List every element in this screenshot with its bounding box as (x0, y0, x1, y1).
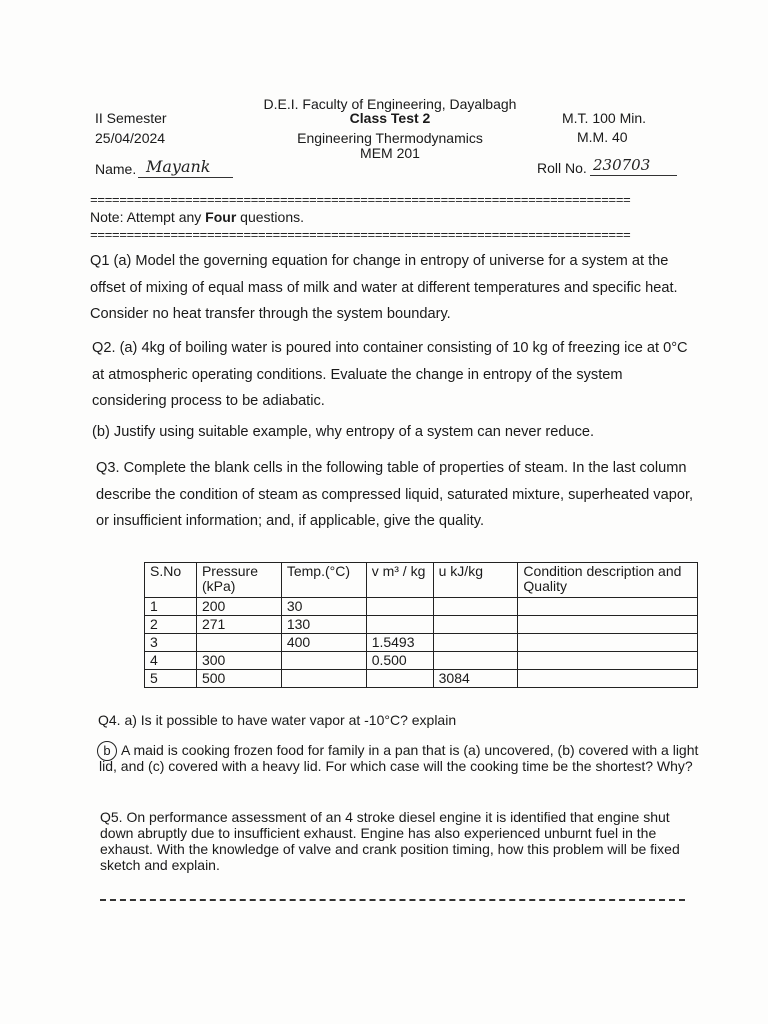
cell-temp: 400 (281, 634, 366, 652)
note-prefix: Note: Attempt any (90, 209, 206, 225)
question-4b-text: A maid is cooking frozen food for family in a pan that is (a) uncovered, (b) covered with a light lid, and (c) covered with a heavy lid. For which case will the cooking time be the shortest? Why? (99, 742, 699, 774)
question-5: Q5. On performance assessment of an 4 stroke diesel engine it is identified that engine shut down abruptly due to insufficient exhaust. Engine has also experienced unburnt fuel in the exhaust. With the knowledge of valve and crank position timing, how this problem will be fixed sketch and explain. (100, 809, 680, 873)
cell-pressure: 300 (196, 652, 281, 670)
question-4b (99, 742, 700, 774)
name-underline (138, 177, 233, 178)
cell-sno: 5 (145, 670, 197, 688)
name-label: Name. (95, 161, 137, 177)
semester-label: II Semester (95, 110, 167, 126)
separator-top: ========================================================================== (90, 193, 631, 208)
course-code: MEM 201 (360, 145, 420, 161)
cell-condition (518, 652, 698, 670)
cell-condition (518, 670, 698, 688)
header-condition: Condition description and Quality (518, 563, 698, 598)
cell-u (433, 616, 518, 634)
handwritten-circle-mark: b (97, 741, 117, 761)
header-pressure: Pressure (kPa) (196, 563, 281, 598)
cell-u (433, 634, 518, 652)
header-specific-volume: v m³ / kg (366, 563, 433, 598)
cell-v: 0.500 (366, 652, 433, 670)
cell-temp (281, 652, 366, 670)
max-marks: M.M. 40 (577, 129, 628, 145)
cell-v: 1.5493 (366, 634, 433, 652)
exam-date: 25/04/2024 (95, 130, 166, 146)
table-row (145, 652, 698, 670)
header-internal-energy: u kJ/kg (433, 563, 518, 598)
cell-v (366, 598, 433, 616)
cell-pressure: 200 (196, 598, 281, 616)
cell-pressure (196, 634, 281, 652)
cell-pressure: 271 (196, 616, 281, 634)
separator-bottom: ========================================================================== (90, 228, 631, 243)
table-row (145, 670, 698, 688)
question-2a: Q2. (a) 4kg of boiling water is poured into container consisting of 10 kg of freezing ice at 0°C at atmospheric operating conditions. Evaluate the change in entropy of the system considering process to be adiabatic. (92, 340, 688, 409)
roll-number-handwritten: 230703 (593, 156, 651, 174)
cell-u: 3084 (433, 670, 518, 688)
question-3: Q3. Complete the blank cells in the following table of properties of steam. In the last column describe the condition of steam as compressed liquid, saturated mixture, superheated vapor, or insufficient information; and, if applicable, give the quality. (96, 460, 694, 529)
max-time: M.T. 100 Min. (562, 110, 647, 126)
cell-v (366, 616, 433, 634)
student-name-handwritten: Mayank (146, 157, 211, 176)
table-header-row (145, 563, 698, 598)
cell-condition (518, 634, 698, 652)
note-bold: Four (205, 209, 237, 225)
cell-temp (281, 670, 366, 688)
cell-u (433, 598, 518, 616)
roll-label: Roll No. (537, 160, 587, 176)
question-4a: Q4. a) Is it possible to have water vapor at -10°C? explain (98, 712, 457, 728)
cell-sno: 3 (145, 634, 197, 652)
cell-condition (518, 598, 698, 616)
faculty-title: D.E.I. Faculty of Engineering, Dayalbagh (263, 96, 517, 112)
note-suffix: questions. (236, 209, 304, 225)
roll-underline (590, 175, 677, 176)
table-row (145, 598, 698, 616)
cell-temp: 30 (281, 598, 366, 616)
subject-name: Engineering Thermodynamics (297, 130, 483, 146)
note (90, 209, 304, 225)
cell-u (433, 652, 518, 670)
table-row (145, 634, 698, 652)
header-sno: S.No (145, 563, 197, 598)
cell-temp: 130 (281, 616, 366, 634)
question-2b: (b) Justify using suitable example, why entropy of a system can never reduce. (92, 424, 595, 440)
cell-sno: 2 (145, 616, 197, 634)
steam-properties-table (144, 562, 698, 688)
table-row (145, 616, 698, 634)
header-temp: Temp.(°C) (281, 563, 366, 598)
cell-pressure: 500 (196, 670, 281, 688)
question-1: Q1 (a) Model the governing equation for change in entropy of universe for a system at the offset of mixing of equal mass of milk and water at different temperatures and specific heat. Consider no heat transfer through the system boundary. (90, 253, 678, 322)
test-name: Class Test 2 (349, 110, 431, 126)
cell-sno: 1 (145, 598, 197, 616)
cell-condition (518, 616, 698, 634)
end-dashed-line (100, 899, 685, 901)
cell-sno: 4 (145, 652, 197, 670)
cell-v (366, 670, 433, 688)
